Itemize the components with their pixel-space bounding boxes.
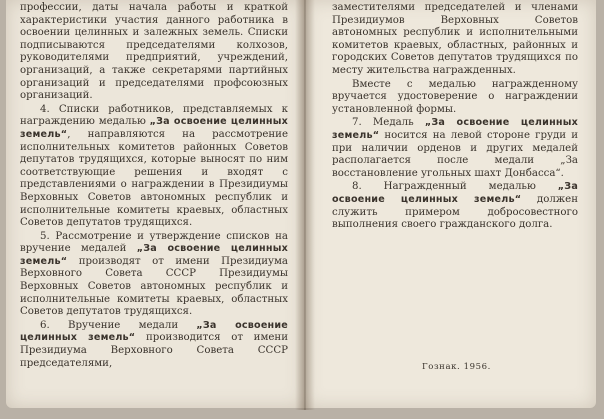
item-8-text-c: должен служить примером добросовестного выполнения своего гражданского долга. [332, 193, 578, 231]
medal-name-bold: „За освоение целинных земель“ [332, 117, 578, 141]
paragraph-item-6 [20, 320, 288, 370]
donbass-medal-name: „За восстановление угольных шахт Донбасса“ [332, 155, 578, 179]
medal-name-bold: „За освоение целинных земель“ [332, 181, 578, 205]
paragraph-item-4 [20, 104, 288, 230]
paragraph-certificate: Вместе с медалью награжденному вручается удостоверение о награждении установленной формы. [332, 78, 578, 115]
item-5-text-c: производят от имени Президиума Верховного Совета СССР Президиумы Верховных Советов автономных республик и исполнительные комитеты краевых, областных Советов депутатов трудящихся. [20, 255, 288, 318]
medal-name-bold: „За освоение целинных земель“ [20, 243, 288, 267]
item-7-text-e: . [560, 167, 564, 179]
item-5-text-a: 5. Рассмотрение и утверждение списков на вручение медалей [20, 230, 288, 255]
paragraph-item-5 [20, 231, 288, 319]
left-page-text [20, 2, 288, 370]
book-gutter [295, 0, 315, 410]
left-page [6, 0, 304, 408]
item-6-text-c: производится от имени Президиума Верховного Совета СССР председателями, [20, 332, 288, 369]
paragraph-continuation: заместителями председателей и членами Президиумов Верховных Советов автономных республик и исполнительными комитетов краевых, областных, районных и городских Советов депутатов трудящихся по месту жительства награжденных. [332, 2, 578, 76]
medal-name-bold: „За освоение целинных земель“ [20, 319, 288, 344]
item-4-text-c: , направляются на рассмотрение исполнительных комитетов районных Советов депутатов трудящихся, которые выносят по ним соответствующие решения и входят с представлениями о награждении в Президиумы Верховных Советов автономных республик и исполнительные комитеты краевых, областных Советов депутатов трудящихся. [20, 128, 288, 229]
right-page [304, 0, 596, 408]
medal-name-bold: „За освоение целинных земель“ [20, 116, 288, 140]
printer-imprint: Гознак. 1956. [422, 362, 491, 372]
item-7-text-c: носится на левой стороне груди и при наличии орденов и других медалей располагается после медали [332, 129, 578, 167]
item-7-text-a: 7. Медаль [352, 117, 425, 129]
item-6-text-a: 6. Вручение медали [40, 319, 197, 331]
right-page-text [332, 2, 578, 232]
item-8-text-a: 8. Награжденный медалью [352, 181, 558, 193]
paragraph-item-7 [332, 117, 578, 180]
paragraph-item-8 [332, 181, 578, 231]
paragraph-continuation: профессии, даты начала работы и краткой характеристики участия данного работника в освоении целинных и залежных земель. Списки подписываются председателями колхозов, руководителями предприятий, учреждений, организаций, а также секретарями партийных организаций и председателями профсоюзных организаций. [20, 2, 288, 102]
item-4-text-a: 4. Списки работников, представляемых к награждению медалью [20, 103, 288, 128]
